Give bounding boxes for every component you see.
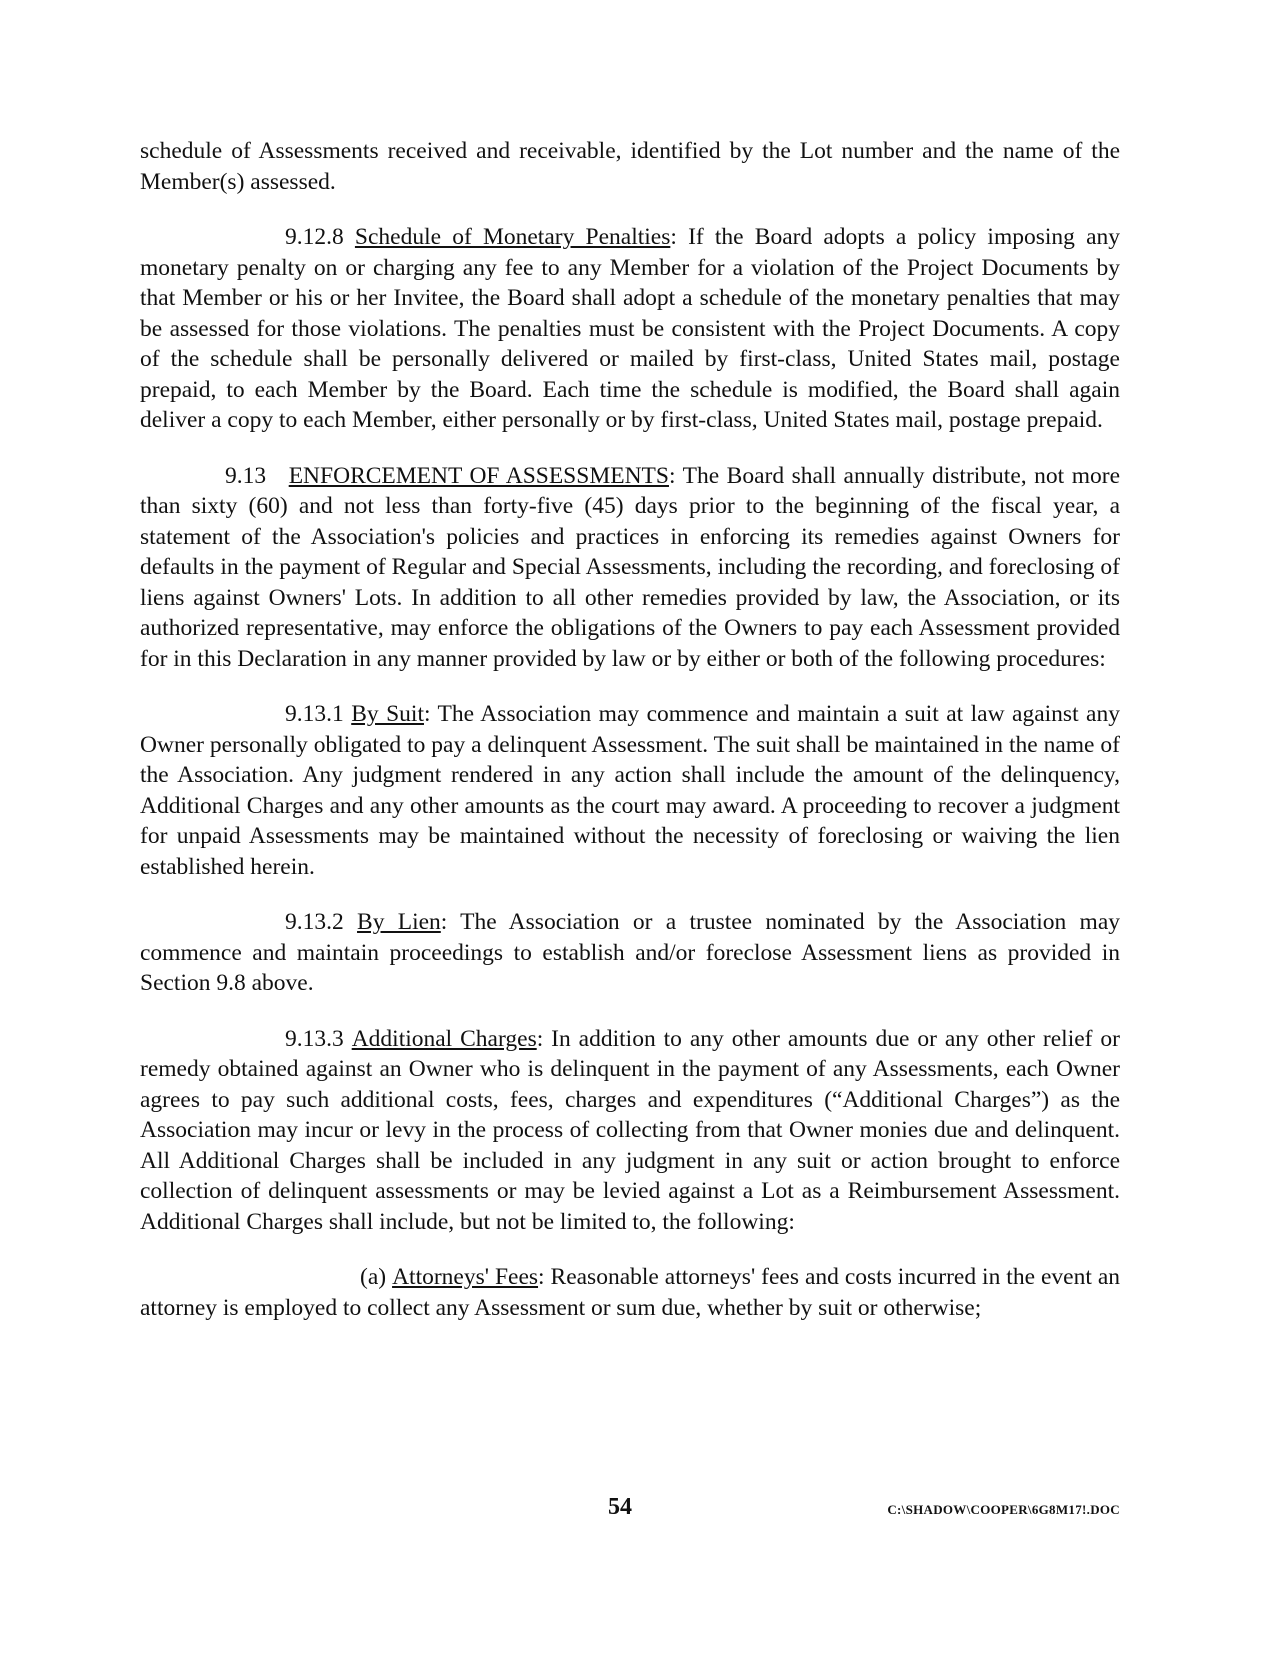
paragraph-a-attorneys-fees	[140, 1262, 1120, 1323]
section-heading: Schedule of Monetary Penalties	[354, 224, 671, 250]
paragraph-9-13	[140, 461, 1120, 675]
section-heading: ENFORCEMENT OF ASSESSMENTS	[288, 462, 669, 489]
section-number: 9.13.2	[285, 909, 344, 935]
page-number: 54	[608, 1494, 632, 1520]
paragraph-text: In addition to any other amounts due or any other relief or remedy obtained against an Owner who is delinquent in the payment of any Assessments, each Owner agrees to pay such additional costs, fees, charges and expenditures (“Additional Charges”) as the Association may incur or levy in the process of collecting from that Owner monies due and delinquent. All Additional Charges shall be included in any judgment in any suit or action brought to enforce collection of delinquent assessments or may be levied against a Lot as a Reimbursement Assessment. Additional Charges shall include, but not be limited to, the following:	[140, 1025, 1120, 1235]
heading-suffix: :	[440, 909, 448, 935]
section-number: (a)	[360, 1264, 387, 1290]
paragraph-9-13-3	[140, 1024, 1120, 1238]
paragraph-text: schedule of Assessments received and receivable, identified by the Lot number and the name of the Member(s) assessed.	[140, 138, 1120, 195]
heading-suffix: :	[538, 1264, 545, 1290]
paragraph-text: The Association or a trustee nominated by the Association may commence and maintain proceedings to establish and/or foreclose Assessment liens as provided in Section 9.8 above.	[140, 909, 1120, 996]
section-heading: By Suit	[351, 701, 424, 727]
heading-suffix: :	[670, 224, 677, 250]
heading-suffix: :	[668, 462, 676, 489]
section-heading: Attorneys' Fees	[392, 1264, 539, 1290]
file-path: C:\SHADOW\COOPER\6G8M17!.DOC	[887, 1502, 1120, 1517]
section-number: 9.12.8	[285, 224, 344, 250]
heading-suffix: :	[423, 701, 431, 727]
document-body	[140, 136, 1120, 1348]
paragraph-continuation	[140, 136, 1120, 197]
paragraph-text: Reasonable attorneys' fees and costs incurred in the event an attorney is employed to collect any Assessment or sum due, whether by suit or otherwise;	[140, 1264, 1121, 1321]
paragraph-text: The Association may commence and maintain a suit at law against any Owner personally obligated to pay a delinquent Assessment. The suit shall be maintained in the name of the Association. Any judgment rendered in any action shall include the amount of the delinquency, Additional Charges and any other amounts as the court may award. A proceeding to recover a judgment for unpaid Assessments may be maintained without the necessity of foreclosing or waiving the lien established herein.	[140, 701, 1120, 880]
section-number: 9.13	[225, 462, 267, 489]
section-heading: Additional Charges	[351, 1025, 537, 1052]
paragraph-9-13-1	[140, 699, 1120, 882]
section-number: 9.13.1	[285, 701, 344, 727]
section-heading: By Lien	[357, 909, 441, 935]
section-number: 9.13.3	[285, 1025, 344, 1052]
heading-suffix: :	[536, 1025, 544, 1052]
paragraph-9-12-8	[140, 222, 1120, 436]
paragraph-text: If the Board adopts a policy imposing any monetary penalty on or charging any fee to any Member for a violation of the Project Documents by that Member or his or her Invitee, the Board shall adopt a schedule of the monetary penalties that may be assessed for those violations. The penalties must be consistent with the Project Documents. A copy of the schedule shall be personally delivered or mailed by first-class, United States mail, postage prepaid, to each Member by the Board. Each time the schedule is modified, the Board shall again deliver a copy to each Member, either personally or by first-class, United States mail, postage prepaid.	[140, 224, 1120, 433]
paragraph-9-13-2	[140, 907, 1120, 999]
paragraph-text: The Board shall annually distribute, not more than sixty (60) and not less than forty-five (45) days prior to the beginning of the fiscal year, a statement of the Association's policies and practices in enforcing its remedies against Owners for defaults in the payment of Regular and Special Assessments, including the recording, and foreclosing of liens against Owners' Lots. In addition to all other remedies provided by law, the Association, or its authorized representative, may enforce the obligations of the Owners to pay each Assessment provided for in this Declaration in any manner provided by law or by either or both of the following procedures:	[140, 462, 1120, 672]
